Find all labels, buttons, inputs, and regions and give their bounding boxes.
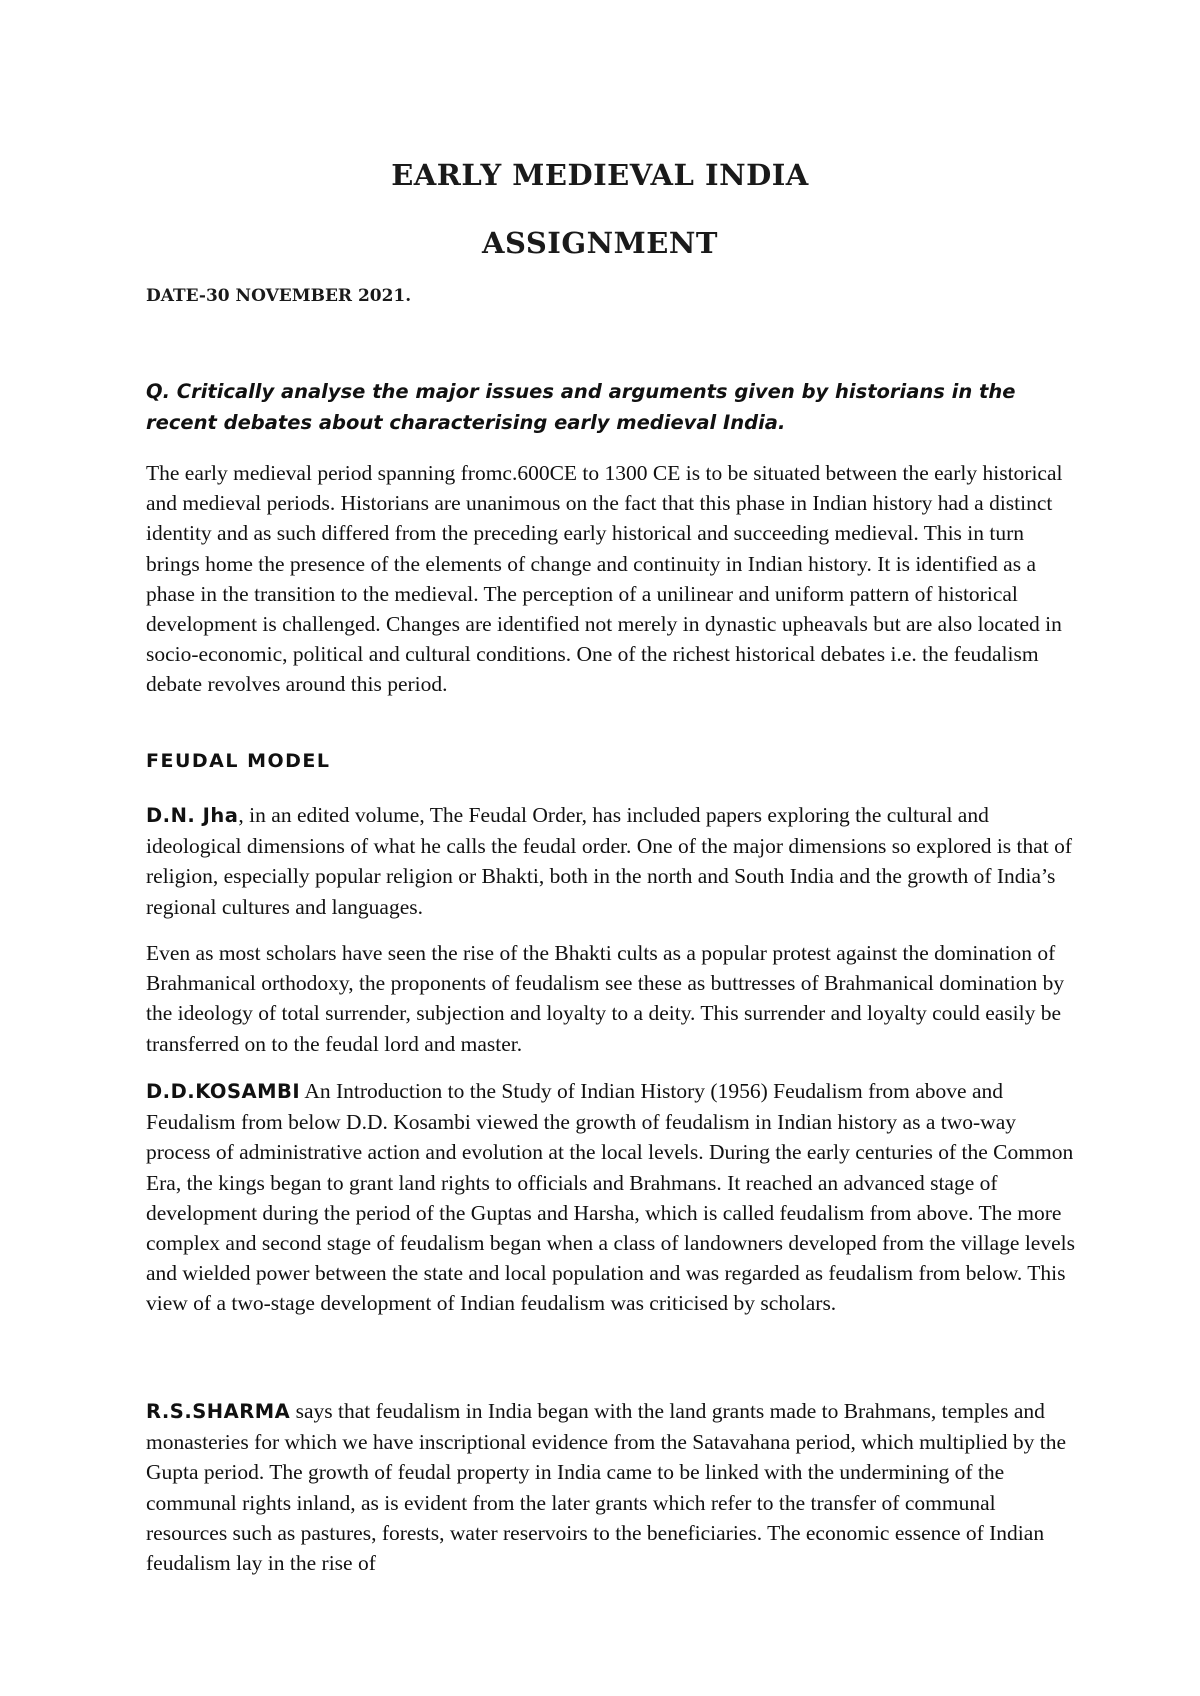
section-heading-feudal-model: FEUDAL MODEL	[146, 750, 331, 772]
sharma-name: R.S.SHARMA	[146, 1400, 291, 1423]
sharma-paragraph	[146, 1396, 1076, 1578]
assignment-question: Q. Critically analyse the major issues and arguments given by historians in the recent debates about characterising early medieval India.	[146, 380, 1016, 434]
sharma-text: says that feudalism in India began with the land grants made to Brahmans, temples and monasteries for which we have inscriptional evidence from the Satavahana period, which multiplied by the Gupta period. The growth of feudal property in India came to be linked with the undermining of the communal rights inland, as is evident from the later grants which refer to the transfer of communal resources such as pastures, forests, water reservoirs to the beneficiaries. The economic essence of Indian feudalism lay in the rise of	[146, 1399, 1067, 1576]
jha-paragraph	[146, 800, 1076, 922]
assignment-date: DATE-30 NOVEMBER 2021.	[146, 286, 412, 306]
bhakti-paragraph: Even as most scholars have seen the rise of the Bhakti cults as a popular protest against the domination of Brahmanical orthodoxy, the proponents of feudalism see these as buttresses of Brahmanical domination by the ideology of total surrender, subjection and loyalty to a deity. This surrender and loyalty could easily be transferred on to the feudal lord and master.	[146, 941, 1065, 1056]
kosambi-name: D.D.KOSAMBI	[146, 1080, 301, 1103]
kosambi-text: An Introduction to the Study of Indian History (1956) Feudalism from above and Feudalism from below D.D. Kosambi viewed the growth of feudalism in Indian history as a two-way process of administrative action and evolution at the local levels. During the early centuries of the Common Era, the kings began to grant land rights to officials and Brahmans. It reached an advanced stage of development during the period of the Guptas and Harsha, which is called feudalism from above. The more complex and second stage of feudalism began when a class of landowners developed from the village levels and wielded power between the state and local population and was regarded as feudalism from below. This view of a two-stage development of Indian feudalism was criticised by scholars.	[146, 1079, 1075, 1316]
jha-name: D.N. Jha	[146, 804, 239, 827]
jha-text: , in an edited volume, The Feudal Order, has included papers exploring the cultural and ideological dimensions of what he calls the feudal order. One of the major dimensions so explored is that of religion, especially popular religion or Bhakti, both in the north and South India and the growth of India’s regional cultures and languages.	[146, 803, 1073, 919]
intro-paragraph: The early medieval period spanning fromc.600CE to 1300 CE is to be situated between the early historical and medieval periods. Historians are unanimous on the fact that this phase in Indian history had a distinct identity and as such differed from the preceding early historical and succeeding medieval. This in turn brings home the presence of the elements of change and continuity in Indian history. It is identified as a phase in the transition to the medieval. The perception of a unilinear and uniform pattern of historical development is challenged. Changes are identified not merely in dynastic upheavals but are also located in socio-economic, political and cultural conditions. One of the richest historical debates i.e. the feudalism debate revolves around this period.	[146, 461, 1063, 697]
document-subtitle: ASSIGNMENT	[482, 226, 718, 260]
document-title: EARLY MEDIEVAL INDIA	[391, 158, 809, 192]
kosambi-paragraph	[146, 1076, 1076, 1319]
